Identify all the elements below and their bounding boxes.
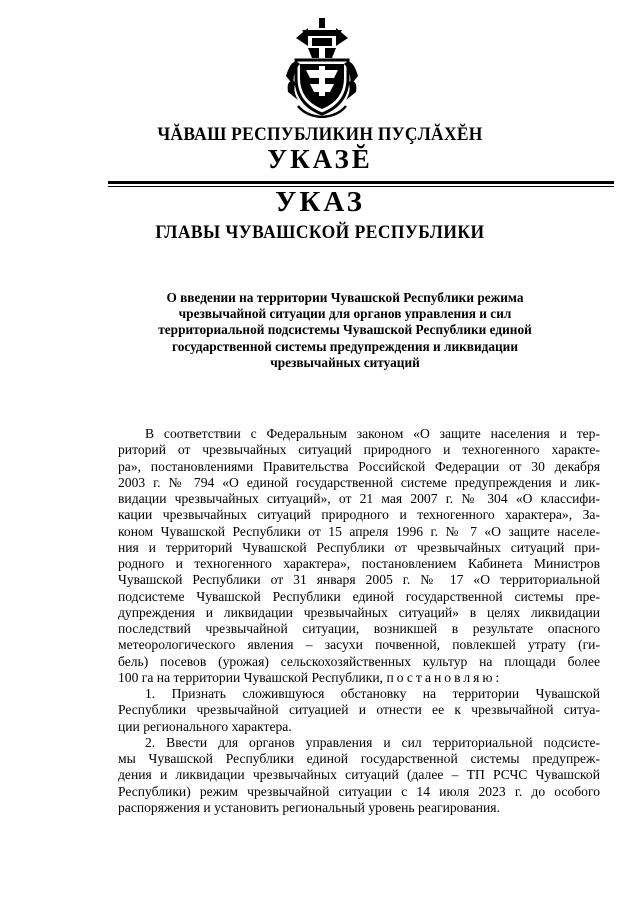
body-line: коном Чувашской Республики от 15 апреля 1996 г. № 7 «О защите населе- bbox=[118, 523, 600, 539]
body-line: 1. Признать сложившуюся обстановку на территории Чувашской bbox=[145, 686, 600, 701]
subject-line: государственной системы предупреждения и ликвидации bbox=[172, 338, 518, 354]
body-line: 2. Ввести для органов управления и сил территориальной подсисте- bbox=[145, 734, 600, 750]
body-line: видации чрезвычайных ситуаций», от 21 мая 2007 г. № 304 «О классифи- bbox=[118, 491, 600, 506]
header-divider-thick bbox=[108, 181, 614, 184]
body-line: ции регионального характера. bbox=[118, 718, 292, 734]
subject-line: чрезвычайной ситуации для органов управления и сил bbox=[178, 306, 512, 322]
body-line: мы Чувашской Республики единой государственной системы предупреж- bbox=[118, 751, 600, 766]
body-line: подсистеме Чувашской Республики единой государственной системы пре- bbox=[118, 588, 600, 604]
body-line: Республики чрезвычайной ситуацией и отнести ее к чрезвычайной ситуа- bbox=[118, 702, 600, 718]
body-line: кации чрезвычайных ситуаций природного и техногенного характера», За- bbox=[118, 507, 600, 523]
chuvash-title: ЧĂВАШ РЕСПУБЛИКИН ПУÇЛĂХĔН bbox=[157, 124, 483, 145]
body-line-text: 100 га на территории Чувашской Республики, bbox=[118, 669, 387, 685]
body-line: метеорологического явления – засухи почвенной, повлекшей утрату (ги- bbox=[118, 637, 600, 653]
body-line: последствий чрезвычайной ситуации, возникшей в результате опасного bbox=[118, 621, 600, 636]
body-line: дения и ликвидации чрезвычайных ситуаций (далее – ТП РСЧС Чувашской bbox=[118, 767, 600, 783]
body-line: бель) посевов (урожая) сельскохозяйственных культур на площади более bbox=[118, 653, 600, 669]
body-line: риторий от чрезвычайных ситуаций природного и техногенного характе- bbox=[118, 442, 600, 458]
body-line: родного и техногенного характера», постановлением Кабинета Министров bbox=[118, 556, 600, 571]
ukaz-title: УКАЗ bbox=[275, 186, 365, 218]
decree-subject bbox=[130, 290, 560, 371]
body-line: ра», постановлениями Правительства Российской Федерации от 30 декабря bbox=[118, 458, 600, 474]
subject-line: чрезвычайных ситуаций bbox=[270, 354, 420, 370]
body-line: Республики) режим чрезвычайной ситуации с 14 июля 2023 г. до особого bbox=[118, 783, 600, 799]
body-line: дупреждения и ликвидации чрезвычайных ситуаций» в целях ликвидации bbox=[118, 604, 600, 620]
subject-line: О введении на территории Чувашской Республики режима bbox=[166, 290, 524, 305]
decree-body bbox=[118, 426, 600, 816]
body-line: ния и территорий Чувашской Республики от чрезвычайных ситуаций при- bbox=[118, 539, 600, 555]
chuvash-emblem-icon bbox=[282, 16, 362, 118]
body-line: В соответствии с Федеральным законом «О защите населения и тер- bbox=[145, 426, 600, 441]
body-line: 2003 г. № 794 «О единой государственной системе предупреждения и лик- bbox=[118, 474, 600, 490]
subject-line: территориальной подсистемы Чувашской Республики единой bbox=[158, 322, 532, 338]
body-line: Чувашской Республики от 31 января 2005 г. № 17 «О территориальной bbox=[118, 572, 600, 588]
body-line bbox=[118, 670, 600, 686]
postanovlyayu: постановляю: bbox=[386, 669, 503, 685]
body-line: распоряжения и установить региональный уровень реагирования. bbox=[118, 799, 500, 815]
head-subtitle: ГЛАВЫ ЧУВАШСКОЙ РЕСПУБЛИКИ bbox=[155, 222, 485, 243]
chuvash-ukaze: УКАЗĔ bbox=[267, 144, 373, 174]
